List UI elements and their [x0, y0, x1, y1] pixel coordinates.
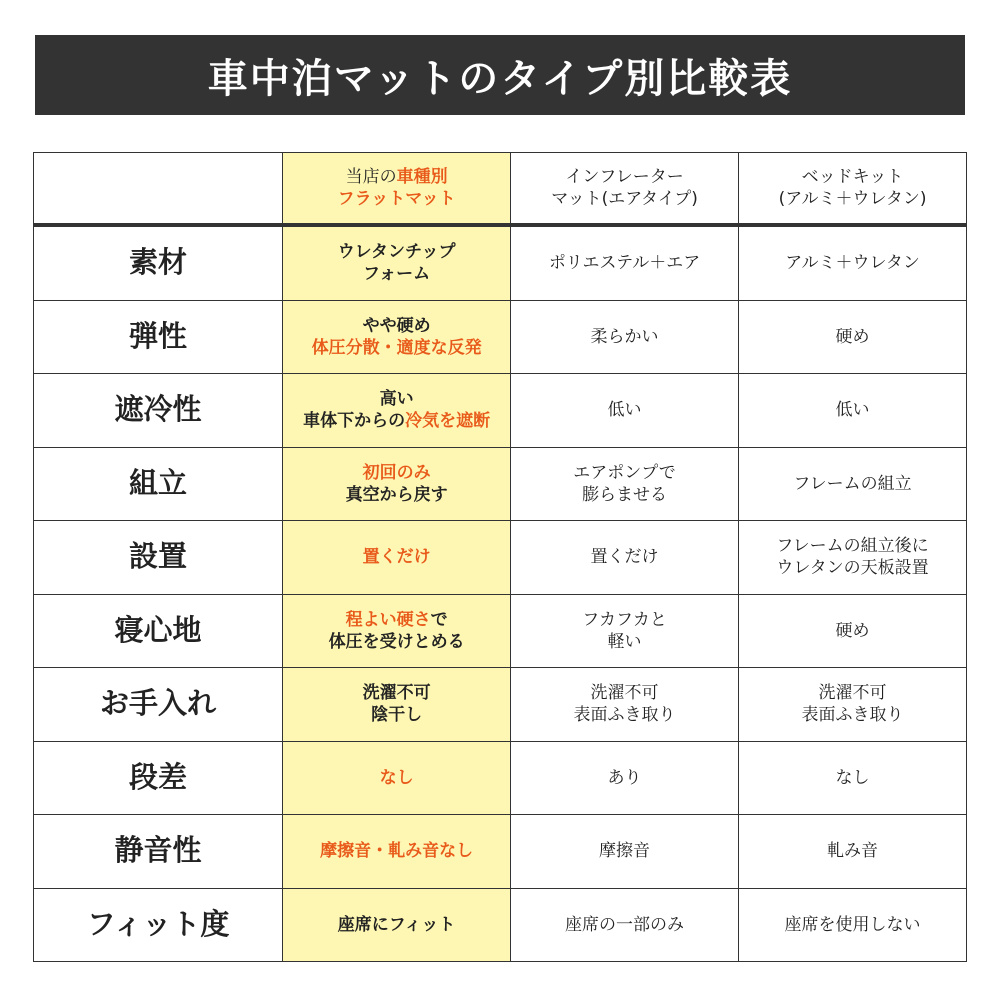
cell-text: 座席の一部のみ	[565, 914, 685, 935]
cell-text: 車体下からの	[303, 411, 406, 432]
comparison-table	[33, 152, 967, 962]
bedkit-cell	[739, 668, 967, 742]
cell-text: 摩擦音	[599, 841, 651, 862]
row-label: 遮冷性	[34, 374, 283, 448]
cell-text: 陰干し	[371, 705, 423, 726]
row-label: お手入れ	[34, 668, 283, 742]
header-empty-cell	[34, 153, 283, 226]
cell-text: 洗濯不可	[590, 683, 659, 704]
table-row	[34, 888, 967, 962]
cell-text: エアポンプで	[573, 462, 676, 483]
cell-text-accent: 初回のみ	[362, 462, 431, 483]
row-label: 組立	[34, 447, 283, 521]
inflator-cell	[511, 447, 739, 521]
header-bedkit-line2: (アルミ＋ウレタン)	[778, 189, 927, 209]
cell-text: で	[430, 609, 448, 630]
table-row	[34, 815, 967, 889]
table-row	[34, 374, 967, 448]
ours-cell	[283, 668, 511, 742]
bedkit-cell	[739, 521, 967, 595]
cell-text-accent: 置くだけ	[362, 547, 431, 568]
cell-text: 洗濯不可	[818, 683, 887, 704]
table-header-row	[34, 153, 967, 226]
ours-cell	[283, 225, 511, 300]
cell-text: なし	[835, 767, 870, 788]
cell-text: 高い	[379, 389, 414, 410]
cell-text: 体圧を受けとめる	[328, 631, 465, 652]
cell-text: 真空から戻す	[345, 484, 448, 505]
cell-text: 置くだけ	[590, 547, 659, 568]
inflator-cell	[511, 594, 739, 668]
row-label: 寝心地	[34, 594, 283, 668]
inflator-cell	[511, 741, 739, 815]
header-ours-prefix: 当店の	[345, 166, 397, 187]
row-label: フィット度	[34, 888, 283, 962]
cell-text: ウレタンの天板設置	[776, 558, 929, 579]
cell-text: 軋み音	[827, 841, 879, 862]
cell-text: フレームの組立	[793, 473, 912, 494]
ours-cell	[283, 888, 511, 962]
ours-cell	[283, 300, 511, 374]
title-banner	[35, 35, 965, 115]
bedkit-cell	[739, 888, 967, 962]
cell-text: ポリエステル＋エア	[548, 253, 701, 274]
cell-text-accent: 摩擦音・軋み音なし	[320, 841, 474, 862]
table-row	[34, 521, 967, 595]
header-bedkit-line1: ベッドキット	[801, 166, 904, 187]
cell-text: 表面ふき取り	[801, 705, 904, 726]
cell-text-accent: なし	[379, 767, 414, 788]
cell-text: 硬め	[835, 620, 870, 641]
bedkit-cell	[739, 741, 967, 815]
cell-text: 表面ふき取り	[573, 705, 676, 726]
inflator-cell	[511, 374, 739, 448]
header-inflator-line2: マット(エアタイプ)	[551, 189, 698, 209]
row-label: 設置	[34, 521, 283, 595]
bedkit-cell	[739, 300, 967, 374]
row-label: 段差	[34, 741, 283, 815]
cell-text: フレームの組立後に	[776, 536, 929, 557]
header-bedkit	[739, 153, 967, 226]
cell-text: 軽い	[607, 631, 642, 652]
bedkit-cell	[739, 374, 967, 448]
ours-cell	[283, 815, 511, 889]
row-label: 静音性	[34, 815, 283, 889]
table-row	[34, 225, 967, 300]
ours-cell	[283, 447, 511, 521]
cell-text: 座席にフィット	[337, 914, 456, 935]
cell-text: 低い	[835, 400, 870, 421]
header-ours-product: フラットマット	[337, 189, 456, 209]
inflator-cell	[511, 668, 739, 742]
cell-text: 低い	[607, 400, 642, 421]
cell-text: フカフカと	[582, 609, 667, 630]
cell-text: やや硬め	[362, 315, 431, 336]
cell-text: アルミ＋ウレタン	[785, 253, 920, 274]
inflator-cell	[511, 888, 739, 962]
cell-text-accent: 体圧分散・適度な反発	[311, 337, 482, 358]
table-row	[34, 447, 967, 521]
bedkit-cell	[739, 594, 967, 668]
header-inflator	[511, 153, 739, 226]
inflator-cell	[511, 225, 739, 300]
cell-text: 柔らかい	[590, 326, 659, 347]
cell-text-accent: 程よい硬さ	[345, 609, 431, 630]
row-label: 素材	[34, 225, 283, 300]
header-inflator-line1: インフレーター	[565, 166, 684, 187]
cell-text: 膨らませる	[582, 484, 668, 505]
header-ours	[283, 153, 511, 226]
inflator-cell	[511, 300, 739, 374]
cell-text: 座席を使用しない	[784, 914, 921, 935]
ours-cell	[283, 741, 511, 815]
ours-cell	[283, 374, 511, 448]
cell-text: フォーム	[363, 264, 431, 285]
table-row	[34, 668, 967, 742]
row-label: 弾性	[34, 300, 283, 374]
table-row	[34, 300, 967, 374]
cell-text-accent: 冷気を遮断	[405, 411, 491, 432]
cell-text: 硬め	[835, 326, 870, 347]
cell-text: ウレタンチップ	[337, 242, 456, 263]
bedkit-cell	[739, 815, 967, 889]
inflator-cell	[511, 815, 739, 889]
header-ours-accent: 車種別	[396, 166, 448, 187]
bedkit-cell	[739, 225, 967, 300]
table-row	[34, 594, 967, 668]
cell-text: 洗濯不可	[362, 683, 431, 704]
bedkit-cell	[739, 447, 967, 521]
cell-text: あり	[607, 767, 642, 788]
inflator-cell	[511, 521, 739, 595]
ours-cell	[283, 594, 511, 668]
page-title: 車中泊マットのタイプ別比較表	[207, 55, 793, 102]
table-row	[34, 741, 967, 815]
ours-cell	[283, 521, 511, 595]
